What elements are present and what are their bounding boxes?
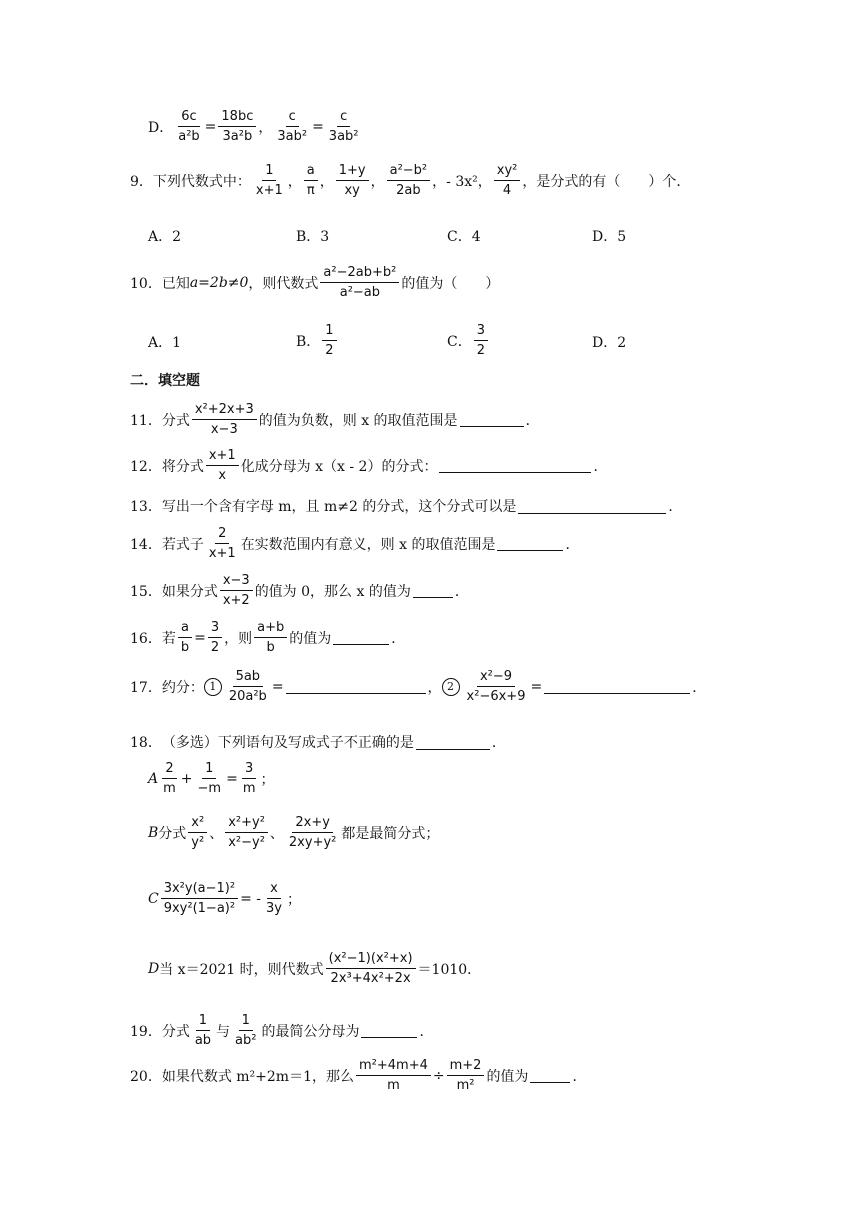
- fraction: $\frac{x-3}{x+2}$: [220, 572, 253, 609]
- q10-option-d: D．2: [592, 335, 627, 351]
- answer-blank: [361, 1023, 417, 1038]
- fraction: $\frac{3}{2}$: [474, 322, 488, 359]
- question-15: 15． 如果分式 $\frac{x-3}{x+2}$ 的值为 0，那么 x 的值为 ．: [130, 573, 469, 608]
- circled-number: 2: [442, 678, 460, 696]
- question-14: 14． 若式子 $\frac{2}{x+1}$ 在实数范围内有意义，则 x 的取值范围是 ．: [130, 526, 580, 561]
- q9-option-b: B．3: [296, 229, 330, 245]
- q9-option-a: A．2: [148, 229, 182, 245]
- fraction: $\frac{\text{x²+2x+3}}{x-3}$: [192, 401, 257, 438]
- q18-option-c: C $\frac{\text{3x²y(a−1)²}}{\text{9xy²(1−a)²}}$ = - $\frac{x}{3y}$ ；: [148, 881, 301, 916]
- q9-option-d: D．5: [592, 229, 627, 245]
- answer-blank: [544, 679, 690, 694]
- question-20: 20． 如果代数式 m²+2m＝1，那么 $\frac{\text{m²+4m+4}}{m}$ ÷ $\frac{m+2}{\text{m²}}$ 的值为 ．: [130, 1058, 587, 1093]
- fraction: $\frac{x}{3y}$: [266, 881, 282, 916]
- fraction: $\frac{a}{b}$: [178, 619, 192, 656]
- answer-blank: [413, 583, 453, 598]
- question-17: 17． 约分： 1 $\frac{5ab}{\text{20a²b}}$ = ， 2 $\frac{\text{x²−9}}{\text{x²−6x+9}}$ = ．: [130, 669, 707, 704]
- fraction: $\frac{6c}{\text{a²b}}$: [178, 109, 200, 144]
- section-title: 二．填空题: [130, 373, 200, 389]
- fraction: $\frac{5ab}{\text{20a²b}}$: [228, 669, 267, 704]
- question-9: 9． 下列代数式中： $\frac{1}{x+1}$ ， $\frac{a}{\pi}$ ， $\frac{1+y}{xy}$ ， $\frac{\text{a²−b²}}{2ab}$ ，- 3x²， $\frac{\text{xy²}}{4}$ ，是分式的有（ ）个．: [130, 163, 691, 198]
- fraction: $\frac{2}{x+1}$: [208, 526, 236, 561]
- answer-blank: [518, 499, 666, 514]
- question-13: 13． 写出一个含有字母 m，且 m≠2 的分式，这个分式可以是 ．: [130, 499, 683, 515]
- q9-option-c: C．4: [447, 229, 481, 245]
- fraction: $\frac{c}{\text{3ab²}}$: [328, 109, 359, 144]
- fraction: $\frac{1}{-m}$: [197, 761, 222, 796]
- fraction: $\frac{\text{3x²y(a−1)²}}{\text{9xy²(1−a)²}}$: [161, 880, 238, 917]
- q8-option-d: D． $\frac{6c}{\text{a²b}}$ = $\frac{18bc}{\text{3a²b}}$ ， $\frac{c}{\text{3ab²}}$ = $\frac{c}{\text{3ab²}}$: [148, 108, 364, 145]
- fraction: $\frac{1}{ab}$: [194, 1013, 212, 1048]
- fraction: $\frac{1}{2}$: [322, 322, 336, 359]
- q10-option-c: C． $\frac{3}{2}$: [447, 322, 490, 359]
- fraction: $\frac{\text{a²−b²}}{2ab}$: [387, 162, 431, 199]
- fraction: $\frac{\text{xy²}}{4}$: [494, 162, 521, 199]
- option-label: D．: [148, 119, 174, 136]
- answer-blank: [460, 412, 524, 427]
- fraction: $\frac{18bc}{\text{3a²b}}$: [218, 108, 256, 145]
- answer-blank: [333, 630, 389, 645]
- fraction: $\frac{x+1}{x}$: [206, 447, 239, 484]
- circled-number: 1: [204, 678, 222, 696]
- question-10: 10． 已知 a=2b≠0 ，则代数式 $\frac{\text{a²−2ab+b²}}{\text{a²−ab}}$ 的值为（ ）: [130, 265, 500, 300]
- fraction: $\frac{1+y}{xy}$: [336, 162, 369, 199]
- fraction: $\frac{a}{\pi}$: [304, 162, 318, 199]
- fraction: $\frac{1}{x+1}$: [255, 163, 283, 198]
- q18-option-d: D 当 x＝2021 时，则代数式 $\frac{\text{(x²−1)(x²+x)}}{\text{2x³+4x²+2x}}$ ＝1010．: [148, 951, 482, 986]
- question-12: 12． 将分式 $\frac{x+1}{x}$ 化成分母为 x（x - 2）的分式： ．: [130, 448, 608, 483]
- fraction: $\frac{3}{m}$: [242, 761, 256, 796]
- q18-option-a: A $\frac{2}{m}$ + $\frac{1}{-m}$ = $\frac{3}{m}$ ；: [148, 761, 275, 796]
- fraction: $\frac{1}{\text{ab²}}$: [235, 1013, 257, 1048]
- fraction: $\frac{\text{m²+4m+4}}{m}$: [356, 1057, 431, 1094]
- question-18: 18． （多选）下列语句及写成式子不正确的是 ．: [130, 735, 506, 751]
- fraction: $\frac{m+2}{\text{m²}}$: [447, 1057, 485, 1094]
- fraction: $\frac{2}{m}$: [163, 761, 176, 796]
- answer-blank: [416, 735, 490, 750]
- q18-option-b: B 分式 $\frac{\text{x²}}{\text{y²}}$ 、 $\frac{\text{x²+y²}}{\text{x²−y²}}$ 、 $\frac{2x+y}{\text{2xy+y²}}$ 都是最简分式；: [148, 815, 440, 850]
- fraction: $\frac{\text{x²}}{\text{y²}}$: [188, 814, 207, 851]
- question-19: 19． 分式 $\frac{1}{ab}$ 与 $\frac{1}{\text{ab²}}$ 的最简公分母为 ．: [130, 1013, 434, 1048]
- fraction: $\frac{\text{a²−2ab+b²}}{\text{a²−ab}}$: [320, 264, 399, 301]
- answer-blank: [286, 679, 426, 694]
- fraction: $\frac{a+b}{b}$: [254, 619, 287, 656]
- answer-blank: [530, 1068, 570, 1083]
- fraction: $\frac{\text{(x²−1)(x²+x)}}{\text{2x³+4x²+2x}}$: [326, 950, 416, 987]
- fraction: $\frac{\text{x²−9}}{\text{x²−6x+9}}$: [466, 669, 526, 704]
- answer-blank: [439, 458, 591, 473]
- fraction: $\frac{3}{2}$: [208, 619, 222, 656]
- answer-blank: [497, 536, 563, 551]
- fraction: $\frac{2x+y}{\text{2xy+y²}}$: [288, 815, 337, 850]
- q10-option-b: B． $\frac{1}{2}$: [296, 322, 339, 359]
- fraction: $\frac{\text{x²+y²}}{\text{x²−y²}}$: [225, 814, 268, 851]
- fraction: $\frac{c}{\text{3ab²}}$: [277, 109, 308, 144]
- question-16: 16． 若 $\frac{a}{b}$ = $\frac{3}{2}$ ，则 $\frac{a+b}{b}$ 的值为 ．: [130, 620, 406, 655]
- q10-option-a: A．1: [148, 335, 182, 351]
- question-11: 11． 分式 $\frac{\text{x²+2x+3}}{x-3}$ 的值为负数，则 x 的取值范围是 ．: [130, 402, 540, 437]
